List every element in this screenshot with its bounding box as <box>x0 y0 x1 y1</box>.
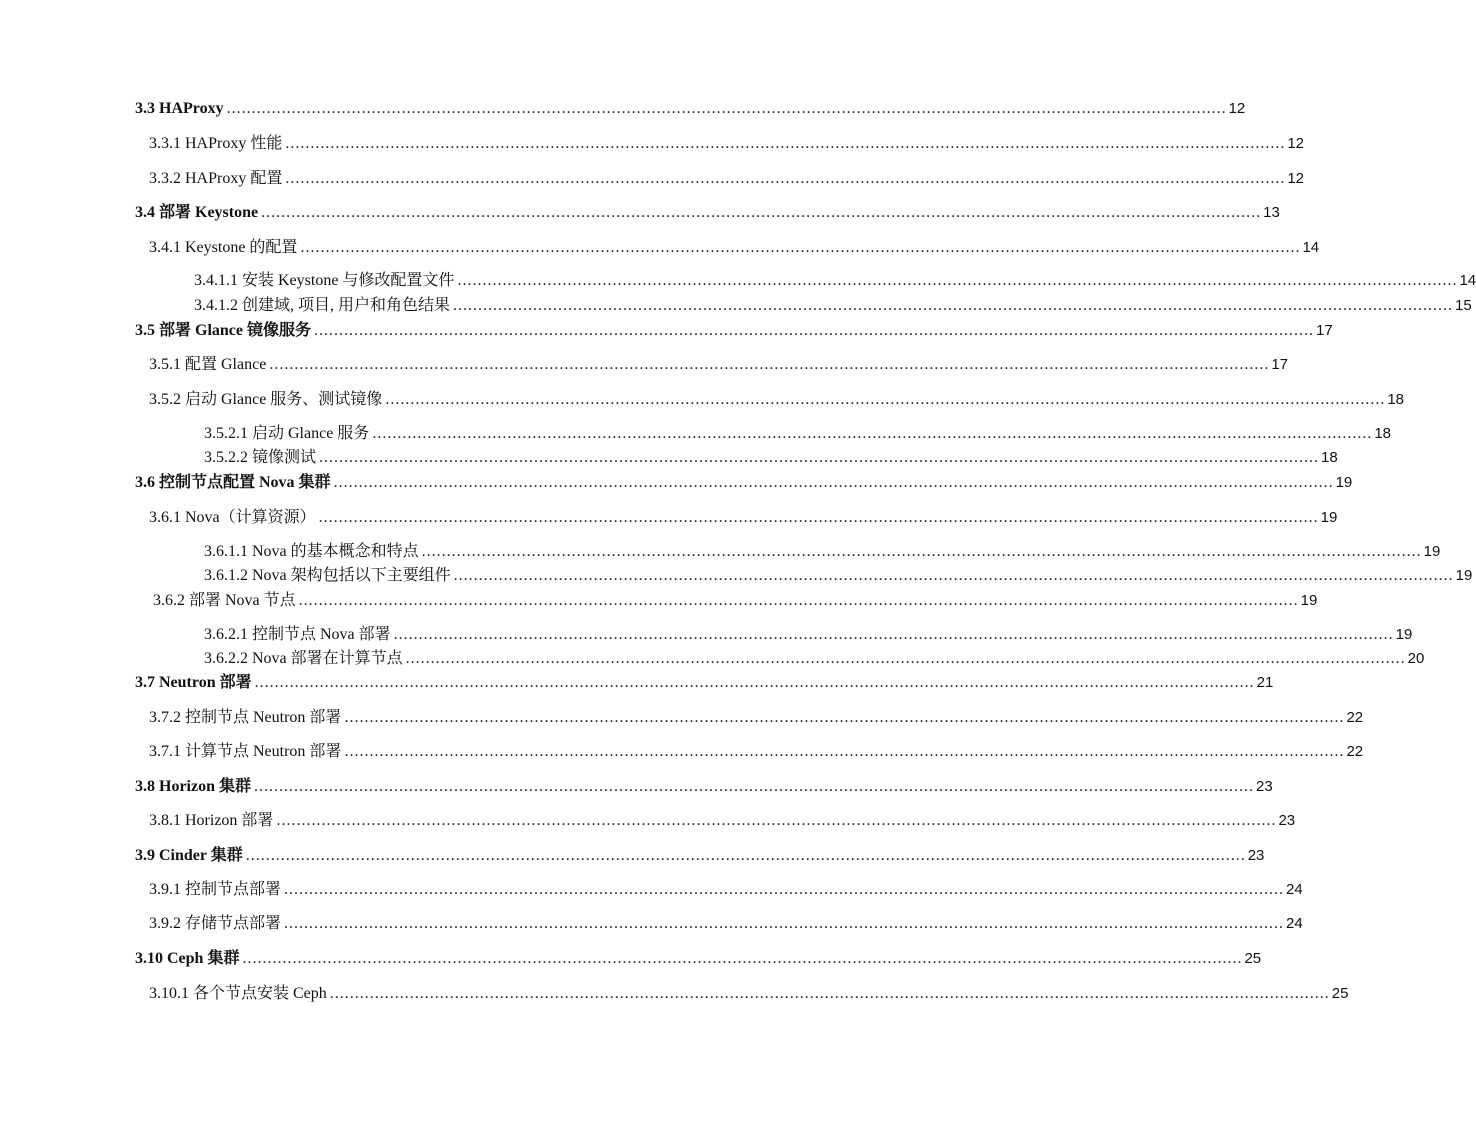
toc-entry-3-6-1-2[interactable] <box>204 564 1473 586</box>
toc-entry-title: 3.5.2.2 镜像测试 <box>204 449 317 466</box>
dot-leader: ........................................................................................................................................................................................................ <box>453 567 1454 584</box>
dot-leader: ........................................................................................................................................................................................................ <box>453 297 1454 314</box>
dot-leader: ........................................................................................................................................................................................................ <box>226 100 1227 117</box>
dot-leader: ........................................................................................................................................................................................................ <box>457 272 1458 289</box>
toc-entry-title: 3.3.2 HAProxy 配置 <box>149 170 283 187</box>
toc-entry-page: 19 <box>1423 543 1441 560</box>
toc-entry-title: 3.5.2.1 启动 Glance 服务 <box>204 425 370 442</box>
toc-entry-title: 3.5 部署 Glance 镜像服务 <box>135 322 311 339</box>
toc-entry-page: 21 <box>1256 674 1274 691</box>
dot-leader: ........................................................................................................................................................................................................ <box>319 449 1320 466</box>
toc-entry-page: 22 <box>1346 743 1364 760</box>
toc-entry-3-9-1[interactable] <box>149 878 1303 900</box>
dot-leader: ........................................................................................................................................................................................................ <box>405 650 1406 667</box>
toc-entry-3-4[interactable] <box>135 201 1280 223</box>
toc-entry-page: 25 <box>1331 985 1349 1002</box>
toc-entry-page: 19 <box>1455 567 1473 584</box>
toc-entry-title: 3.10 Ceph 集群 <box>135 950 240 967</box>
toc-entry-page: 23 <box>1256 778 1273 795</box>
toc-entry-title: 3.6.2.1 控制节点 Nova 部署 <box>204 626 391 643</box>
toc-entry-title: 3.5.1 配置 Glance <box>149 356 267 373</box>
toc-entry-3-10-1[interactable] <box>149 982 1349 1004</box>
toc-entry-title: 3.4.1.2 创建域, 项目, 用户和角色结果 <box>194 297 451 314</box>
toc-entry-title: 3.4.1 Keystone 的配置 <box>149 239 298 256</box>
toc-entry-page: 18 <box>1321 449 1338 466</box>
toc-entry-page: 12 <box>1287 170 1305 187</box>
toc-entry-3-3[interactable] <box>135 97 1246 119</box>
toc-entry-page: 13 <box>1263 204 1280 221</box>
toc-entry-page: 25 <box>1244 950 1262 967</box>
toc-entry-page: 20 <box>1407 650 1425 667</box>
dot-leader: ........................................................................................................................................................................................................ <box>284 915 1285 932</box>
toc-entry-page: 18 <box>1387 391 1404 408</box>
toc-entry-3-4-1-1[interactable] <box>194 269 1476 291</box>
toc-entry-page: 14 <box>1459 272 1476 289</box>
toc-entry-title: 3.3 HAProxy <box>135 100 224 117</box>
toc-entry-title: 3.4 部署 Keystone <box>135 204 259 221</box>
toc-entry-title: 3.8 Horizon 集群 <box>135 778 251 795</box>
dot-leader: ........................................................................................................................................................................................................ <box>318 509 1319 526</box>
toc-entry-title: 3.6.1.2 Nova 架构包括以下主要组件 <box>204 567 451 584</box>
dot-leader: ........................................................................................................................................................................................................ <box>285 170 1286 187</box>
toc-entry-page: 23 <box>1247 847 1265 864</box>
toc-entry-page: 19 <box>1395 626 1413 643</box>
toc-entry-page: 14 <box>1302 239 1320 256</box>
toc-entry-title: 3.3.1 HAProxy 性能 <box>149 135 283 152</box>
dot-leader: ........................................................................................................................................................................................................ <box>298 592 1299 609</box>
toc-entry-3-9-2[interactable] <box>149 912 1303 934</box>
toc-entry-3-7-1[interactable] <box>149 740 1364 762</box>
toc-entry-3-6-1-1[interactable] <box>204 540 1441 562</box>
toc-entry-3-4-1-2[interactable] <box>194 294 1472 316</box>
toc-entry-page: 18 <box>1374 425 1391 442</box>
toc-entry-title: 3.10.1 各个节点安装 Ceph <box>149 985 327 1002</box>
toc-entry-page: 12 <box>1287 135 1305 152</box>
toc-entry-page: 19 <box>1320 509 1338 526</box>
dot-leader: ........................................................................................................................................................................................................ <box>285 135 1286 152</box>
dot-leader: ........................................................................................................................................................................................................ <box>344 709 1345 726</box>
toc-entry-page: 17 <box>1271 356 1288 373</box>
dot-leader: ........................................................................................................................................................................................................ <box>261 204 1262 221</box>
toc-entry-title: 3.6.2 部署 Nova 节点 <box>153 592 296 609</box>
toc-entry-3-7[interactable] <box>135 671 1274 693</box>
toc-entry-3-4-1[interactable] <box>149 236 1320 258</box>
toc-entry-3-6-2-1[interactable] <box>204 623 1413 645</box>
toc-entry-3-6-1[interactable] <box>149 506 1338 528</box>
dot-leader: ........................................................................................................................................................................................................ <box>385 391 1386 408</box>
toc-entry-page: 17 <box>1316 322 1333 339</box>
toc-entry-3-5-2-1[interactable] <box>204 422 1391 444</box>
dot-leader: ........................................................................................................................................................................................................ <box>254 778 1254 795</box>
toc-entry-title: 3.6 控制节点配置 Nova 集群 <box>135 474 331 491</box>
toc-entry-3-10[interactable] <box>135 947 1262 969</box>
dot-leader: ........................................................................................................................................................................................................ <box>329 985 1330 1002</box>
toc-entry-3-9[interactable] <box>135 844 1265 866</box>
toc-entry-title: 3.6.2.2 Nova 部署在计算节点 <box>204 650 403 667</box>
toc-entry-3-7-2[interactable] <box>149 706 1364 728</box>
toc-entry-3-5[interactable] <box>135 319 1333 341</box>
toc-entry-title: 3.9.2 存储节点部署 <box>149 915 282 932</box>
toc-entry-3-6[interactable] <box>135 471 1353 493</box>
toc-entry-page: 19 <box>1300 592 1318 609</box>
toc-entry-3-8[interactable] <box>135 775 1273 797</box>
toc-entry-3-6-2-2[interactable] <box>204 647 1425 669</box>
toc-entry-page: 15 <box>1455 297 1472 314</box>
dot-leader: ........................................................................................................................................................................................................ <box>393 626 1394 643</box>
toc-entry-title: 3.9.1 控制节点部署 <box>149 881 282 898</box>
toc-entry-title: 3.7.2 控制节点 Neutron 部署 <box>149 709 342 726</box>
toc-entry-3-5-2-2[interactable] <box>204 446 1338 468</box>
dot-leader: ........................................................................................................................................................................................................ <box>372 425 1373 442</box>
toc-entry-title: 3.5.2 启动 Glance 服务、测试镜像 <box>149 391 383 408</box>
toc-entry-3-5-2[interactable] <box>149 388 1404 410</box>
toc-entry-title: 3.6.1 Nova（计算资源） <box>149 509 316 526</box>
toc-entry-page: 23 <box>1278 812 1296 829</box>
dot-leader: ........................................................................................................................................................................................................ <box>269 356 1270 373</box>
dot-leader: ........................................................................................................................................................................................................ <box>276 812 1277 829</box>
toc-entry-3-6-2[interactable] <box>153 589 1318 611</box>
toc-entry-title: 3.6.1.1 Nova 的基本概念和特点 <box>204 543 419 560</box>
toc-entry-title: 3.8.1 Horizon 部署 <box>149 812 274 829</box>
toc-entry-title: 3.9 Cinder 集群 <box>135 847 243 864</box>
dot-leader: ........................................................................................................................................................................................................ <box>344 743 1345 760</box>
toc-entry-title: 3.7.1 计算节点 Neutron 部署 <box>149 743 342 760</box>
toc-entry-page: 24 <box>1286 881 1303 898</box>
toc-entry-page: 22 <box>1346 709 1364 726</box>
toc-entry-3-3-2[interactable] <box>149 167 1305 189</box>
toc-entry-title: 3.4.1.1 安装 Keystone 与修改配置文件 <box>194 272 455 289</box>
toc-entry-3-5-1[interactable] <box>149 353 1288 375</box>
dot-leader: ........................................................................................................................................................................................................ <box>254 674 1255 691</box>
toc-entry-page: 24 <box>1286 915 1303 932</box>
dot-leader: ........................................................................................................................................................................................................ <box>314 322 1314 339</box>
dot-leader: ........................................................................................................................................................................................................ <box>421 543 1422 560</box>
dot-leader: ........................................................................................................................................................................................................ <box>242 950 1243 967</box>
dot-leader: ........................................................................................................................................................................................................ <box>245 847 1246 864</box>
toc-entry-3-3-1[interactable] <box>149 132 1305 154</box>
dot-leader: ........................................................................................................................................................................................................ <box>333 474 1334 491</box>
toc-entry-page: 19 <box>1335 474 1353 491</box>
toc-entry-page: 12 <box>1228 100 1246 117</box>
dot-leader: ........................................................................................................................................................................................................ <box>284 881 1285 898</box>
toc-entry-3-8-1[interactable] <box>149 809 1296 831</box>
dot-leader: ........................................................................................................................................................................................................ <box>300 239 1301 256</box>
toc-entry-title: 3.7 Neutron 部署 <box>135 674 252 691</box>
